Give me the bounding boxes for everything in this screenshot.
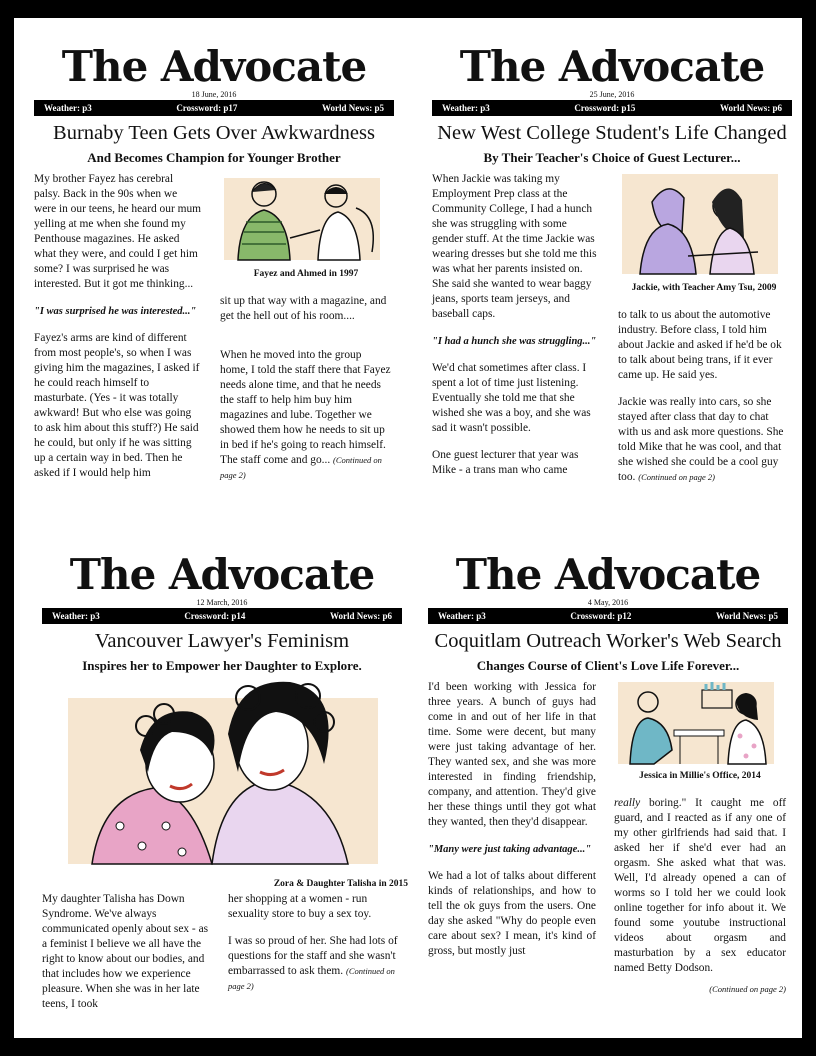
article-panel-vancouver [42,550,408,1042]
photo-caption: Jessica in Millie's Office, 2014 [639,771,761,781]
continued-link[interactable]: (Continued on page 2) [220,455,382,480]
nav-crossword-link[interactable]: Crossword: p14 [184,611,246,621]
illustration-teacher-student [618,172,790,278]
article-column-left [432,172,600,490]
paragraph: When he moved into the group home, I told the staff there that Fayez needs alone time, and that he needs the staff to help him buy him magazines and lube. Together we showed them how he needs to sit up in bed if he's going to reach himself. The staff come and go... [220,349,391,466]
section-nav-bar [428,608,788,624]
paragraph: We'd chat sometimes after class. I spent a lot of time just listening. Eventually she told me that she wished she was a boy, and she was sad it wasn't possible. [432,362,591,434]
illustration-siblings [220,172,392,264]
section-nav-bar [432,100,792,116]
paragraph: One guest lecturer that year was Mike - a trans man who came [432,449,579,476]
headline: Burnaby Teen Gets Over Awkwardness [53,122,375,144]
pull-quote: "Many were just taking advantage..." [428,844,592,855]
nav-crossword-link[interactable]: Crossword: p15 [574,103,636,113]
paragraph: We had a lot of talks about different kinds of relationships, and how to tell the ok guys from the users. One day she asked "Why do people even care about sex? I mean, it's kind of gross, but mostly just [428,870,596,957]
pull-quote: "I had a hunch she was struggling..." [432,336,597,347]
article-panel-new-west [432,44,792,534]
nav-world-news-link[interactable]: World News: p5 [321,103,384,113]
nav-weather-link[interactable]: Weather: p3 [438,611,486,621]
masthead: The Advocate [69,550,375,599]
masthead: The Advocate [459,42,765,91]
article-panel-burnaby [34,44,394,534]
nav-world-news-link[interactable]: World News: p6 [329,611,392,621]
nav-weather-link[interactable]: Weather: p3 [44,103,92,113]
paragraph: Jackie was really into cars, so she stayed after class that day to chat with us and ask more questions. She told Mike that he was cool, and that she wished she could be a cool guy too. [618,396,784,483]
nav-world-news-link[interactable]: World News: p6 [719,103,782,113]
illustration-mother-daughter [62,676,392,868]
illustration-office [614,680,786,766]
article-column-right [220,172,392,495]
article-column-left [42,892,210,1024]
nav-crossword-link[interactable]: Crossword: p17 [176,103,238,113]
headline: New West College Student's Life Changed [437,122,787,144]
article-column-left [428,680,596,971]
article-column-right [614,680,786,997]
continued-link[interactable]: (Continued on page 2) [638,472,715,482]
section-nav-bar [34,100,394,116]
masthead: The Advocate [61,42,367,91]
photo-caption: Jackie, with Teacher Amy Tsu, 2009 [631,283,777,293]
paragraph: I'd been working with Jessica for three years. A bunch of guys had come in and out of her life in that time. Some were decent, but many were just taking advantage of her. They wanted sex, and she was more interested in finding friendship, company, and attention. They'd give her these things until they got what they wanted, then they'd disappear. [428,681,596,828]
paragraph: sit up that way with a magazine, and get the hell out of his room.... [220,295,387,322]
nav-weather-link[interactable]: Weather: p3 [442,103,490,113]
paragraph: My daughter Talisha has Down Syndrome. We've always communicated openly about sex - as a feminist I believe we all have the right to know about our bodies, and that includes how we experience pleasure. When she was in her late teens, I took [42,893,209,1010]
nav-weather-link[interactable]: Weather: p3 [52,611,100,621]
issue-date: 4 May, 2016 [587,598,629,607]
issue-date: 18 June, 2016 [191,90,237,99]
section-nav-bar [42,608,402,624]
paragraph: to talk to us about the automotive industry. Before class, I told him about Jackie and asked if he'd be ok to talk about being trans, if it ever came up. He said yes. [618,309,782,381]
newspaper-sheet [14,18,802,1038]
article-column-right [618,172,790,497]
issue-date: 12 March, 2016 [196,598,248,607]
subheadline: And Becomes Champion for Younger Brother [87,150,341,165]
paragraph: Fayez's arms are kind of different from most people's, so when I was giving him the magazines, I asked if he could reach himself to masturbate. (Yes - it was totally awkward! But who else was going to ask him about this stuff?) He said he could, but only if he was sitting up a certain way in bed. Then he asked if I would help him [34,332,200,479]
article-column-right [228,892,400,1006]
emphasis-text: really [614,797,641,809]
subheadline: Inspires her to Empower her Daughter to Explore. [82,658,362,673]
paragraph: My brother Fayez has cerebral palsy. Back in the 90s when we were in our teens, he heard our mum yelling at me when she found my Penthouse magazines. He asked what they were, and could I get him some? I was surprised he was interested. But it got me thinking... [34,173,202,290]
paragraph: When Jackie was taking my Employment Prep class at the Community College, I had a hunch she was struggling with some gender stuff. At the time Jackie was wearing dresses but she told me this was what her parents insisted on. She said she wanted to wear baggy jeans, sports team jerseys, and baseball caps. [432,173,597,320]
masthead: The Advocate [455,550,761,599]
issue-date: 25 June, 2016 [589,90,635,99]
continued-link[interactable]: (Continued on page 2) [228,966,395,991]
subheadline: Changes Course of Client's Love Life Forever... [476,658,740,673]
photo-caption: Fayez and Ahmed in 1997 [253,269,359,279]
continued-link[interactable]: (Continued on page 2) [709,984,786,994]
paragraph: her shopping at a women - run sexuality store to buy a sex toy. [228,893,372,920]
paragraph: boring." It caught me off guard, and I reacted as if any one of my other girlfriends had said that. I asked her if she'd ever had an orgasm. She asked what that was. Well, I'd already opened a can of worms so I told her we could look online together for info about it. We found some youtube instructional videos about orgasm and masturbation by a sex educator named Betty Dodson. [614,797,786,974]
headline: Vancouver Lawyer's Feminism [94,630,350,652]
nav-world-news-link[interactable]: World News: p5 [715,611,778,621]
nav-crossword-link[interactable]: Crossword: p12 [570,611,632,621]
photo-caption: Zora & Daughter Talisha in 2015 [273,879,408,889]
pull-quote: "I was surprised he was interested..." [34,306,197,317]
subheadline: By Their Teacher's Choice of Guest Lecturer... [483,150,741,165]
headline: Coquitlam Outreach Worker's Web Search [434,630,782,652]
article-panel-coquitlam [428,552,788,1042]
article-column-left [34,172,202,493]
paragraph: I was so proud of her. She had lots of questions for the staff and she wasn't embarrassed to ask them. [228,935,398,977]
